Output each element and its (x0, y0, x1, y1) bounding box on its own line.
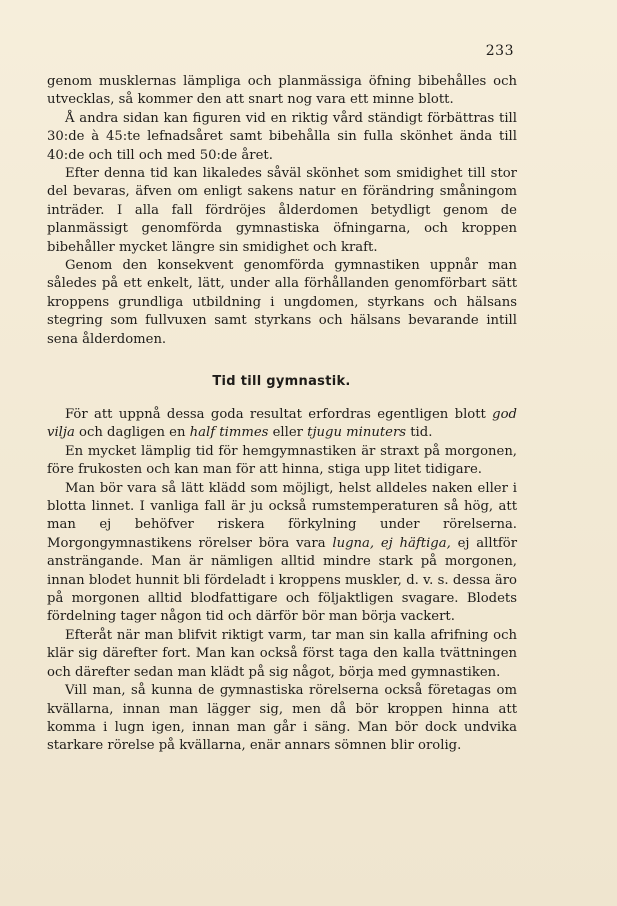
text-run: ej alltför ansträngande. Man är nämligen alltid mindre stark på morgonen, innan blodet hunnit bli fördeladt i kroppens muskler, d. v. s. dessa äro på morgonen alltid blodfattigare och följaktligen svagare. Blodets fördelning tager någon tid och därför bör man börja vackert. (47, 535, 517, 625)
italic-text: tjugu minuters (307, 425, 407, 441)
paragraph: En mycket lämplig tid för hemgymnastiken är straxt på morgonen, före frukosten och kan man för att hinna, stiga upp litet tidigare. (47, 443, 517, 478)
italic-text: god vilja (47, 407, 517, 441)
paragraph: Efter denna tid kan likaledes såväl skönhet som smidighet till stor del bevaras, äfven om enligt sakens natur en förändring småningom inträder. I alla fall fördröjes ålderdomen betydligt genom de planmässigt genomförda gymnastiska öfningarna, och kroppen bibehåller mycket längre sin smidighet och kraft. (47, 166, 517, 255)
paragraph: Genom den konsekvent genomförda gymnastiken uppnår man således på ett enkelt, lätt, under alla förhållanden genomförbart sätt kroppens grundliga utbildning i ungdomen, styrkans och hälsans stegring som fullvuxen samt styrkans och hälsans bevarande intill sena ålderdomen. (47, 258, 517, 347)
text-section-2 (47, 406, 517, 756)
page-number: 233 (485, 43, 514, 59)
paragraph (47, 480, 517, 627)
paragraph (47, 406, 517, 443)
paragraph: Efteråt när man blifvit riktigt varm, tar man sin kalla afrifning och klär sig därefter fort. Man kan också först taga den kalla tvättningen och därefter sedan man klädt på sig något, börja med gymnastiken. (47, 627, 517, 680)
paragraph: Vill man, så kunna de gymnastiska rörelserna också företagas om kvällarna, innan man lägger sig, men då bör kroppen hinna att komma i lugn igen, innan man går i säng. Man bör dock undvika starkare rörelse på kvällarna, enär annars sömnen blir orolig. (47, 683, 517, 754)
text-run: tid. (406, 425, 433, 441)
text-run: För att uppnå dessa goda resultat erfordras egentligen blott (65, 407, 493, 422)
text-run: och dagligen en (74, 425, 190, 441)
text-run: Man bör vara så lätt klädd som möjligt, helst alldeles naken eller i blotta linnet. I vanliga fall är ju också rumstemperaturen så hög, att man ej behöfver riskera förkylning under rörelserna. Morgongymnastikens rörelser böra vara (47, 480, 517, 551)
text-section-1 (47, 73, 517, 349)
paragraph: Å andra sidan kan figuren vid en riktig vård ständigt förbättras till 30:de à 45:te lefnadsåret samt bibehålla sin fulla skönhet ända till 40:de och till och med 50:de året. (47, 110, 517, 163)
italic-text: lugna, ej häftiga, (332, 535, 451, 551)
paragraph: genom musklernas lämpliga och planmässiga öfning bibehålles och utvecklas, så kommer den att snart nog vara ett minne blott. (47, 74, 517, 108)
text-run: eller (268, 425, 308, 441)
italic-text: half timmes (189, 425, 269, 441)
section-heading: Tid till gymnastik. (212, 374, 351, 389)
